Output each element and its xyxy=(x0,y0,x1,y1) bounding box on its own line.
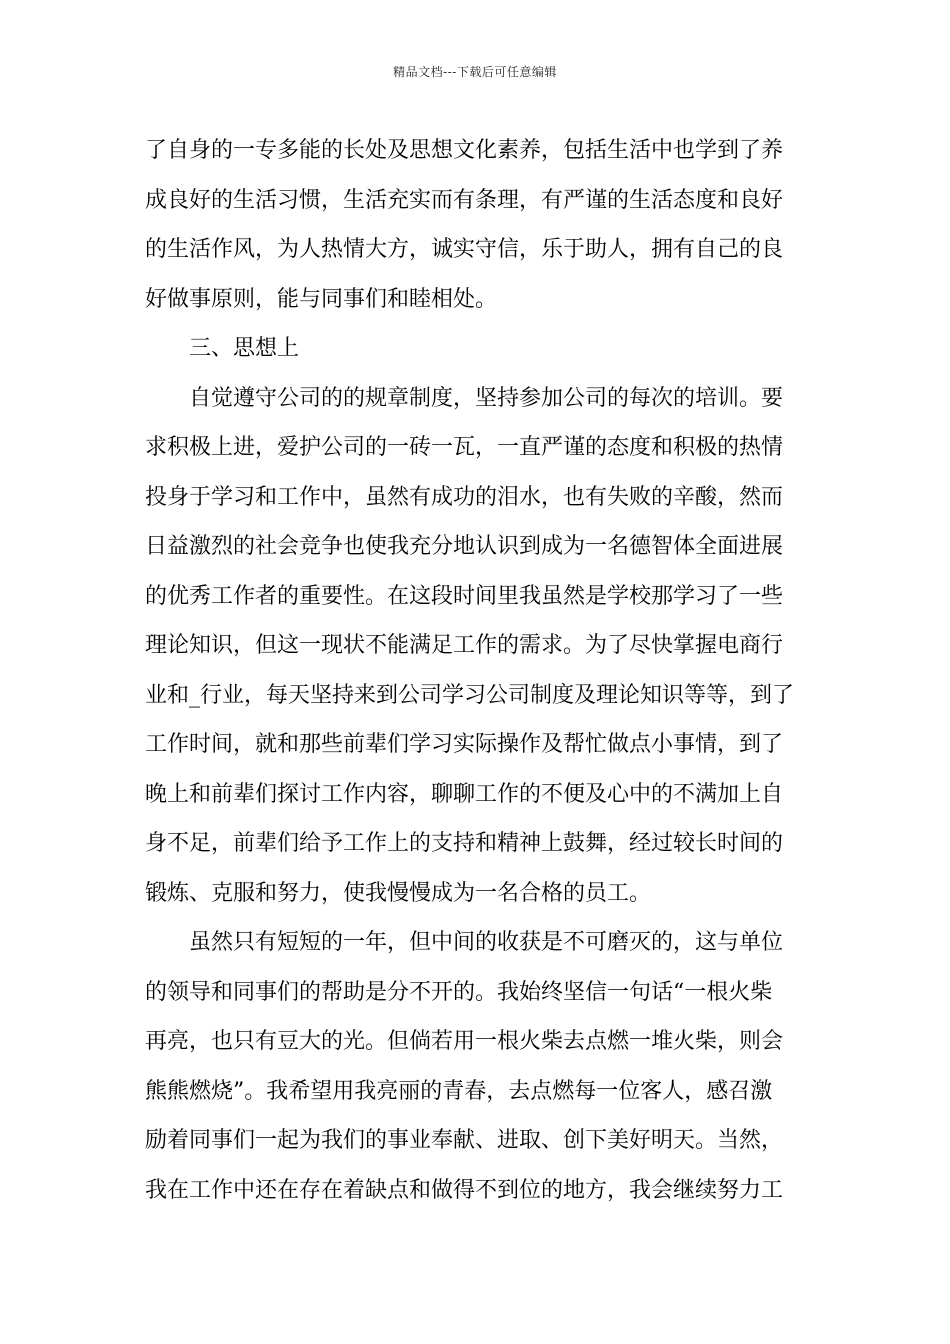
section-heading: 三、思想上 xyxy=(189,336,300,361)
page-header: 精品文档---下载后可任意编辑 xyxy=(393,65,557,79)
paragraph-line: 工作时间，就和那些前辈们学习实际操作及帮忙做点小事情，到了 xyxy=(145,732,784,757)
paragraph-line: 的优秀工作者的重要性。在这段时间里我虽然是学校那学习了一些 xyxy=(145,583,784,609)
paragraph-line: 投身于学习和工作中，虽然有成功的泪水，也有失败的辛酸，然而 xyxy=(145,484,784,510)
paragraph-line: 自觉遵守公司的的规章制度，坚持参加公司的每次的培训。要 xyxy=(189,385,784,411)
paragraph-line: 虽然只有短短的一年，但中间的收获是不可磨灭的，这与单位 xyxy=(189,930,784,955)
paragraph-line: 业和_行业，每天坚持来到公司学习公司制度及理论知识等等，到了 xyxy=(145,682,795,708)
paragraph-line: 再亮，也只有豆大的光。但倘若用一根火柴去点燃一堆火柴，则会 xyxy=(145,1029,784,1054)
paragraph-line: 身不足，前辈们给予工作上的支持和精神上鼓舞，经过较长时间的 xyxy=(145,831,784,856)
paragraph-line: 了自身的一专多能的长处及思想文化素养，包括生活中也学到了养 xyxy=(145,138,784,163)
paragraph-line: 日益激烈的社会竞争也使我充分地认识到成为一名德智体全面进展 xyxy=(145,534,784,559)
paragraph-line: 的生活作风，为人热情大方，诚实守信，乐于助人，拥有自己的良 xyxy=(145,237,784,262)
paragraph-line: 励着同事们一起为我们的事业奉献、进取、创下美好明天。当然， xyxy=(145,1128,784,1153)
paragraph-line: 我在工作中还在存在着缺点和做得不到位的地方，我会继续努力工 xyxy=(145,1177,784,1203)
paragraph-line: 的领导和同事们的帮助是分不开的。我始终坚信一句话“一根火柴 xyxy=(145,979,773,1005)
paragraph-line: 成良好的生活习惯，生活充实而有条理，有严谨的生活态度和良好 xyxy=(145,187,784,213)
paragraph-line: 晚上和前辈们探讨工作内容，聊聊工作的不便及心中的不满加上自 xyxy=(145,781,784,807)
paragraph-line: 好做事原则，能与同事们和睦相处。 xyxy=(145,286,498,312)
paragraph-line: 熊熊燃烧”。我希望用我亮丽的青春，去点燃每一位客人，感召激 xyxy=(145,1078,773,1104)
paragraph-line: 锻炼、克服和努力，使我慢慢成为一名合格的员工。 xyxy=(145,880,652,906)
document-body xyxy=(145,126,810,1215)
paragraph-line: 理论知识，但这一现状不能满足工作的需求。为了尽快掌握电商行 xyxy=(145,633,784,658)
paragraph-line: 求积极上进，爱护公司的一砖一瓦，一直严谨的态度和积极的热情 xyxy=(145,435,784,460)
